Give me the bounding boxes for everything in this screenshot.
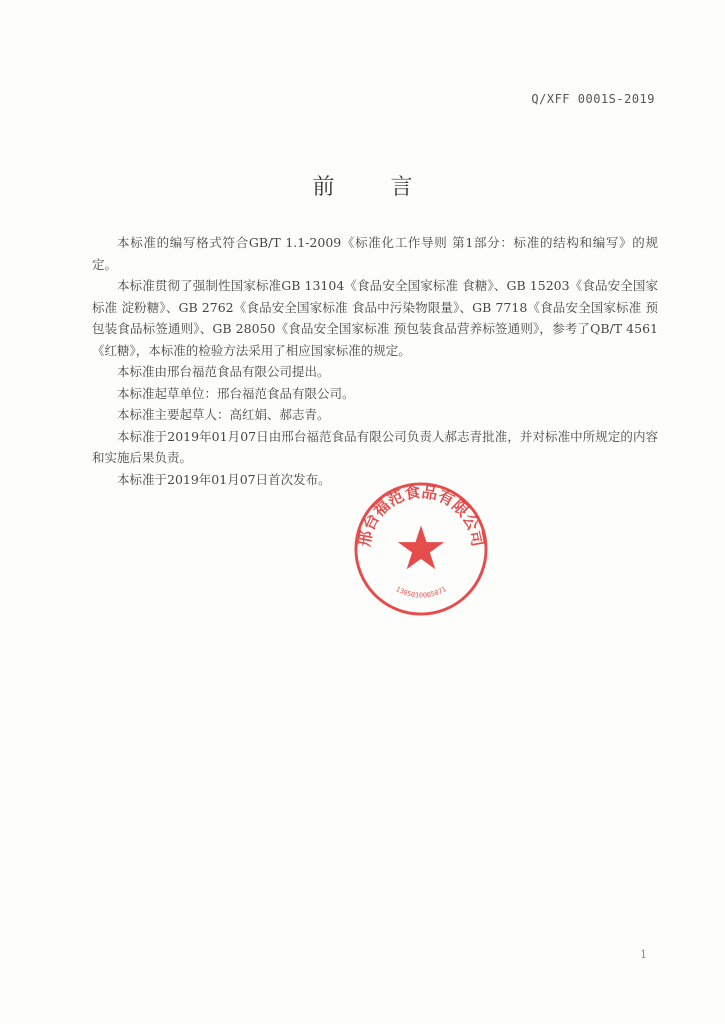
- company-seal: [352, 480, 490, 618]
- paragraph-release: 本标准于2019年01月07日首次发布。: [117, 471, 331, 487]
- paragraph-format: 本标准的编写格式符合GB/T 1.1-2009《标准化工作导则 第1部分：标准的结构和编写》的规定。: [92, 235, 658, 272]
- paragraph-drafting-unit: 本标准起草单位：邢台福范食品有限公司。: [117, 385, 355, 401]
- star-icon: [398, 525, 444, 569]
- standard-code: Q/XFF 0001S-2019: [531, 92, 655, 106]
- seal-company-name: 邢台福范食品有限公司: [354, 482, 488, 548]
- page-title: 前言: [312, 175, 469, 200]
- paragraph-approval: 本标准于2019年01月07日由邢台福范食品有限公司负责人郝志青批准，并对标准中所规定的内容和实施后果负责。: [92, 428, 658, 465]
- page-number: 1: [640, 948, 647, 961]
- paragraph-proposer: 本标准由邢台福范食品有限公司提出。: [117, 364, 330, 379]
- paragraph-drafters: 本标准主要起草人：高红娟、郝志青。: [117, 407, 330, 422]
- foreword-body: [92, 232, 658, 490]
- seal-serial-number: 1305010005071: [394, 585, 448, 600]
- paragraph-referenced-standards: 本标准贯彻了强制性国家标准GB 13104《食品安全国家标准 食糖》、GB 15203《食品安全国家标准 淀粉糖》、GB 2762《食品安全国家标准 食品中污染物限量》、GB 7718《食品安全国家标准 预包装食品标签通则》、GB 28050《食品安全国家标准 预包装食品营养标签通则》，参考了QB/T 4561《红糖》，本标准的检验方法采用了相应国家标准的规定。: [92, 278, 658, 358]
